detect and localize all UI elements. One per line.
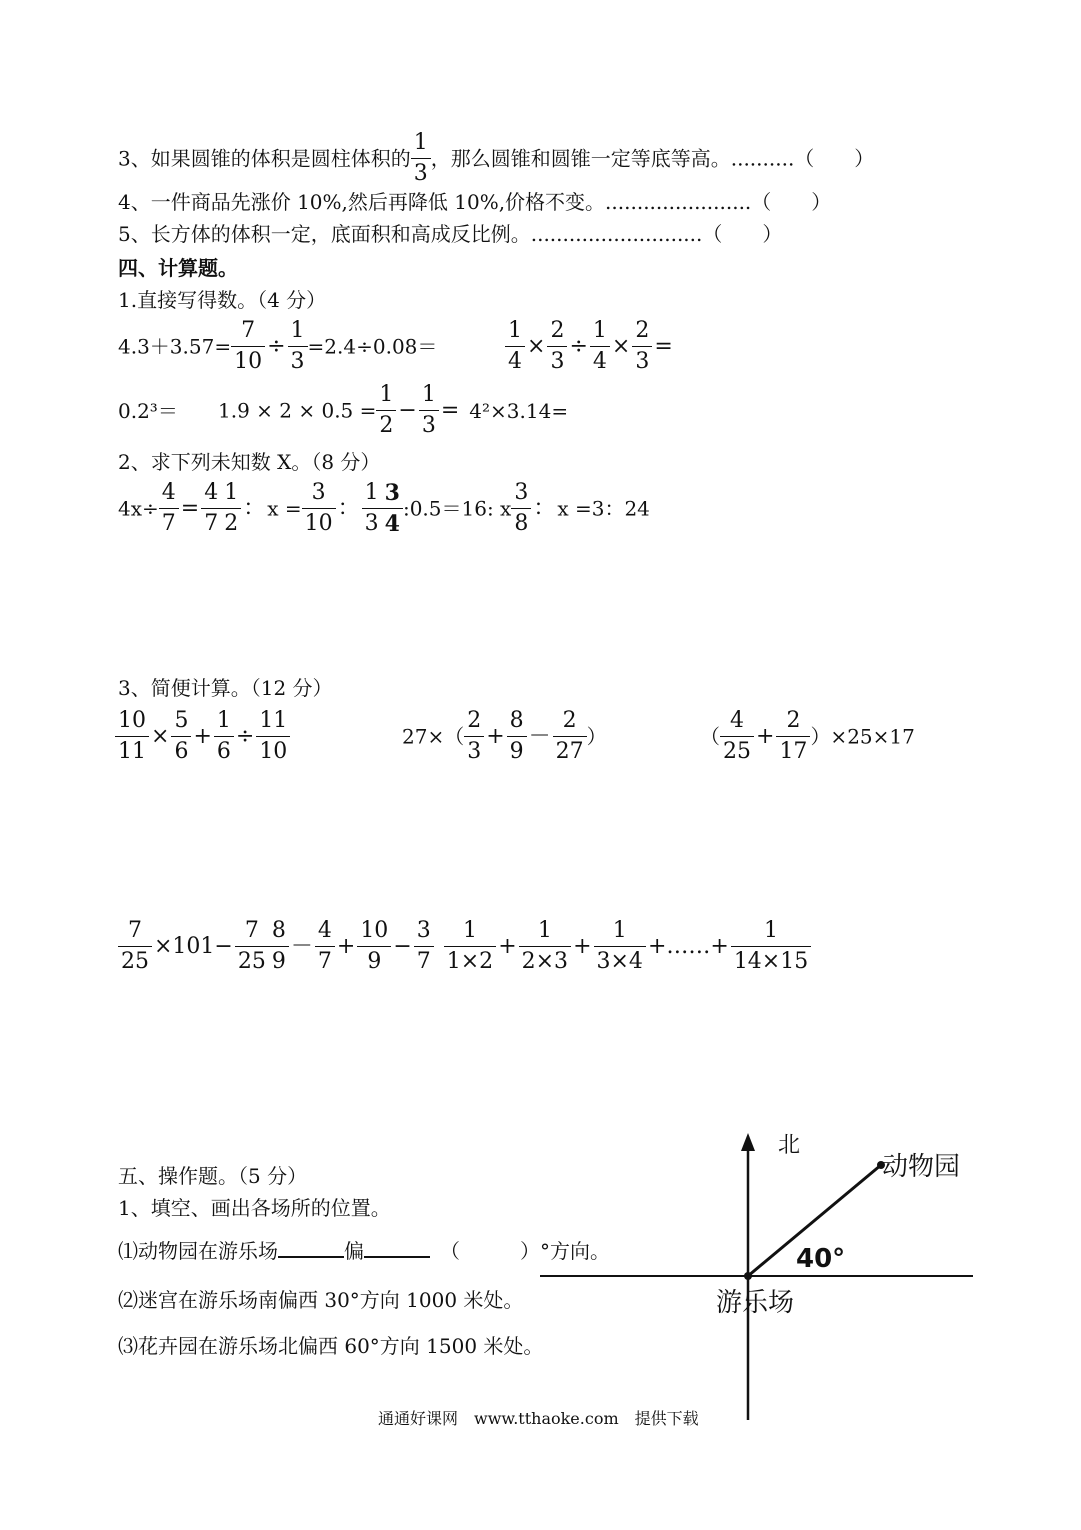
operator: +	[336, 933, 356, 959]
section5-title: 五、操作题。（5 分）	[118, 1164, 308, 1188]
p1-row2	[118, 380, 568, 441]
p3-expr-c	[700, 706, 915, 767]
fraction: $\frac{2}{3}$	[547, 316, 567, 377]
judge-q3	[118, 128, 875, 186]
operator: +	[486, 723, 505, 749]
fraction: $\frac{1}{1\times 2}$	[444, 916, 496, 977]
fraction: $\frac{3}{10}$	[302, 478, 336, 539]
operator: ×	[611, 333, 631, 359]
fraction: $\frac{1}{2}$	[376, 380, 396, 441]
fraction: $\frac{10}{11}$	[115, 706, 149, 767]
angle-label: 40°	[796, 1244, 846, 1274]
operator: ÷	[267, 333, 286, 359]
expr-text: （	[700, 724, 720, 749]
p3-title: 3、简便计算。（12 分）	[118, 676, 333, 700]
fraction: $\frac{11}{10}$	[256, 706, 290, 767]
section5-q1b: ⑵迷宫在游乐场南偏西 30°方向 1000 米处。	[118, 1288, 524, 1312]
fraction: $\frac{2}{3}$	[464, 706, 484, 767]
operator: =	[654, 333, 673, 359]
fraction: $\frac{1}{3}$	[288, 316, 308, 377]
p3-expr-b	[402, 706, 607, 767]
fraction: $\frac{4}{7}$	[159, 478, 179, 539]
fraction: $\frac{3}{8}$	[511, 478, 531, 539]
operator: ：	[243, 495, 266, 521]
expr-text: ⑴动物园在游乐场	[118, 1239, 278, 1263]
expr-text: 0.2³＝	[118, 398, 178, 423]
expr-text: 27×（	[402, 724, 465, 749]
expr-text: ）×25×17	[810, 724, 915, 749]
fraction: $\frac{2}{27}$	[553, 706, 587, 767]
fraction: $\frac{10}{9}$	[357, 916, 391, 977]
fraction: $\frac{3}{7}$	[414, 916, 434, 977]
fraction: $\frac{8}{9}$	[269, 916, 289, 977]
operator: −	[393, 933, 412, 959]
footer: 通通好课网 www.tthaoke.com 提供下载	[378, 1409, 699, 1428]
operator: ×101−	[154, 933, 233, 959]
expr-text: 4²×3.14=	[469, 398, 569, 423]
p2-row	[118, 478, 650, 539]
fraction: $\frac{3}{4}$	[382, 478, 403, 539]
north-label: 北	[778, 1133, 801, 1158]
fraction: $\frac{1}{3\times 4}$	[594, 916, 646, 977]
fraction: $\frac{7}{25}$	[118, 916, 152, 977]
judge-q5: 5、长方体的体积一定，底面积和高成反比例。...........................（ ）	[118, 222, 783, 246]
fraction: $\frac{1}{3}$	[411, 128, 431, 189]
expr-text: x =3：24	[557, 496, 650, 521]
operator: +……+	[647, 933, 729, 959]
operator: ×	[527, 333, 546, 359]
p2-title: 2、求下列未知数 X。（8 分）	[118, 450, 381, 474]
fraction: $\frac{4}{7}$	[315, 916, 335, 977]
fraction: $\frac{2}{3}$	[632, 316, 652, 377]
operator: ÷	[569, 333, 588, 359]
fraction: $\frac{1}{3}$	[419, 380, 439, 441]
fraction: $\frac{1}{2\times 3}$	[519, 916, 571, 977]
operator: －	[528, 723, 551, 749]
expr-text: =2.4÷0.08＝	[307, 334, 438, 359]
operator: ÷	[235, 723, 255, 749]
p1-row1b	[505, 316, 675, 377]
fraction: $\frac{5}{6}$	[171, 706, 191, 767]
p3-row2	[118, 916, 811, 977]
operator: +	[193, 723, 212, 749]
operator: +	[498, 933, 517, 959]
operator: ×	[151, 723, 170, 749]
fraction: $\frac{1}{14\times 15}$	[731, 916, 811, 977]
expr-text: x =	[267, 496, 302, 521]
fraction: $\frac{1}{2}$	[221, 478, 241, 539]
park-label: 游乐场	[716, 1288, 795, 1318]
judge-q3-post: ，那么圆锥和圆锥一定等底等高。..........（ ）	[430, 146, 875, 171]
fraction: $\frac{7}{25}$	[235, 916, 269, 977]
expr-text: ）	[586, 724, 607, 749]
expr-text: 4.3＋3.57=	[118, 334, 232, 359]
p3-expr-a	[115, 706, 290, 767]
fraction: $\frac{2}{17}$	[776, 706, 810, 767]
expr-text: （ ）°方向。	[440, 1239, 610, 1263]
operator: +	[756, 723, 775, 749]
north-arrow-icon	[741, 1133, 755, 1151]
expr-text: :0.5＝16: x	[402, 496, 512, 521]
fraction: $\frac{8}{9}$	[507, 706, 527, 767]
fraction: $\frac{4}{7}$	[201, 478, 221, 539]
section5-q1: 1、填空、画出各场所的位置。	[118, 1196, 391, 1220]
operator: +	[573, 933, 592, 959]
judge-q3-pre: 3、如果圆锥的体积是圆柱体积的	[118, 146, 411, 171]
operator: ：	[337, 495, 360, 521]
expr-text: 1.9 × 2 × 0.5 =	[218, 398, 377, 423]
expr-text: 4x÷	[118, 496, 159, 521]
fraction: $\frac{7}{10}$	[231, 316, 265, 377]
fraction: $\frac{1}{4}$	[590, 316, 610, 377]
answer-blank[interactable]	[364, 1238, 430, 1258]
operator: =	[180, 495, 200, 521]
section4-title: 四、计算题。	[118, 256, 238, 280]
section5-q1c: ⑶花卉园在游乐场北偏西 60°方向 1500 米处。	[118, 1334, 544, 1358]
answer-blank[interactable]	[278, 1238, 344, 1258]
zoo-label: 动物园	[882, 1152, 961, 1182]
park-point	[744, 1272, 752, 1280]
fraction: $\frac{1}{6}$	[214, 706, 234, 767]
operator: −	[398, 397, 417, 423]
p1-title: 1.直接写得数。（4 分）	[118, 288, 327, 312]
fraction: $\frac{1}{4}$	[505, 316, 525, 377]
operator: =	[440, 397, 460, 423]
fraction: $\frac{1}{3}$	[362, 478, 382, 539]
p1-row1	[118, 316, 437, 377]
fraction: $\frac{4}{25}$	[720, 706, 754, 767]
expr-text: 偏	[344, 1239, 364, 1263]
operator: －	[290, 933, 313, 959]
judge-q4: 4、一件商品先涨价 10%,然后再降低 10%,价格不变。.......................（ ）	[118, 190, 832, 214]
operator: ：	[533, 495, 556, 521]
